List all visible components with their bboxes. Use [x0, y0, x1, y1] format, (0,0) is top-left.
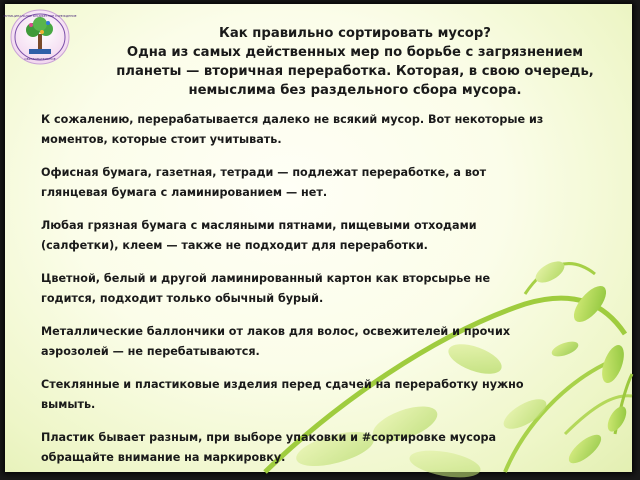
logo-bottom-text: ОБРАЗОВАТЕЛЬНОЕ: [24, 57, 56, 61]
title-line: планеты — вторичная переработка. Которая, в свою очередь,: [116, 64, 594, 79]
paragraph-line: Цветной, белый и другой ламинированный картон как вторсырье не: [41, 272, 491, 285]
paragraph-line: (салфетки), клеем — также не подходит для переработки.: [41, 239, 428, 252]
slide-title: [105, 24, 605, 100]
paragraph-aerosols: [41, 322, 601, 362]
paragraph-line: годится, подходит только обычный бурый.: [41, 292, 324, 305]
paragraph-line: Стеклянные и пластиковые изделия перед сдачей на переработку нужно: [41, 378, 524, 391]
paragraph-dirty-paper: [41, 216, 601, 256]
paragraph-plastic-marking: [41, 428, 601, 468]
paragraph-line: глянцевая бумага с ламинированием — нет.: [41, 186, 328, 199]
paragraph-office-paper: [41, 163, 601, 203]
paragraph-cardboard: [41, 269, 601, 309]
paragraph-line: Пластик бывает разным, при выборе упаковки и #сортировке мусора: [41, 431, 497, 444]
paragraph-line: обращайте внимание на маркировку.: [41, 451, 286, 464]
paragraph-line: Металлические баллончики от лаков для волос, освежителей и прочих: [41, 325, 511, 338]
paragraph-intro: [41, 110, 601, 150]
paragraph-line: аэрозолей — не перебатываются.: [41, 345, 260, 358]
paragraph-line: К сожалению, перерабатывается далеко не всякий мусор. Вот некоторые из: [41, 113, 544, 126]
title-line: Одна из самых действенных мер по борьбе с загрязнением: [126, 45, 584, 60]
paragraph-line: Любая грязная бумага с масляными пятнами, пищевыми отходами: [41, 219, 477, 232]
paragraph-glass-plastic: [41, 375, 601, 415]
paragraph-line: моментов, которые стоит учитывать.: [41, 133, 282, 146]
title-line: Как правильно сортировать мусор?: [219, 26, 491, 41]
logo-badge: [3, 8, 77, 66]
slide-body: [41, 110, 601, 468]
paragraph-line: Офисная бумага, газетная, тетради — подлежат переработке, а вот: [41, 166, 487, 179]
title-line: немыслима без раздельного сбора мусора.: [188, 83, 522, 98]
logo-top-text: МУНИЦИПАЛЬНОЕ БЮДЖЕТНОЕ УЧРЕЖДЕНИЕ: [3, 14, 77, 18]
slide-frame: [5, 4, 632, 472]
paragraph-line: вымыть.: [41, 398, 96, 411]
